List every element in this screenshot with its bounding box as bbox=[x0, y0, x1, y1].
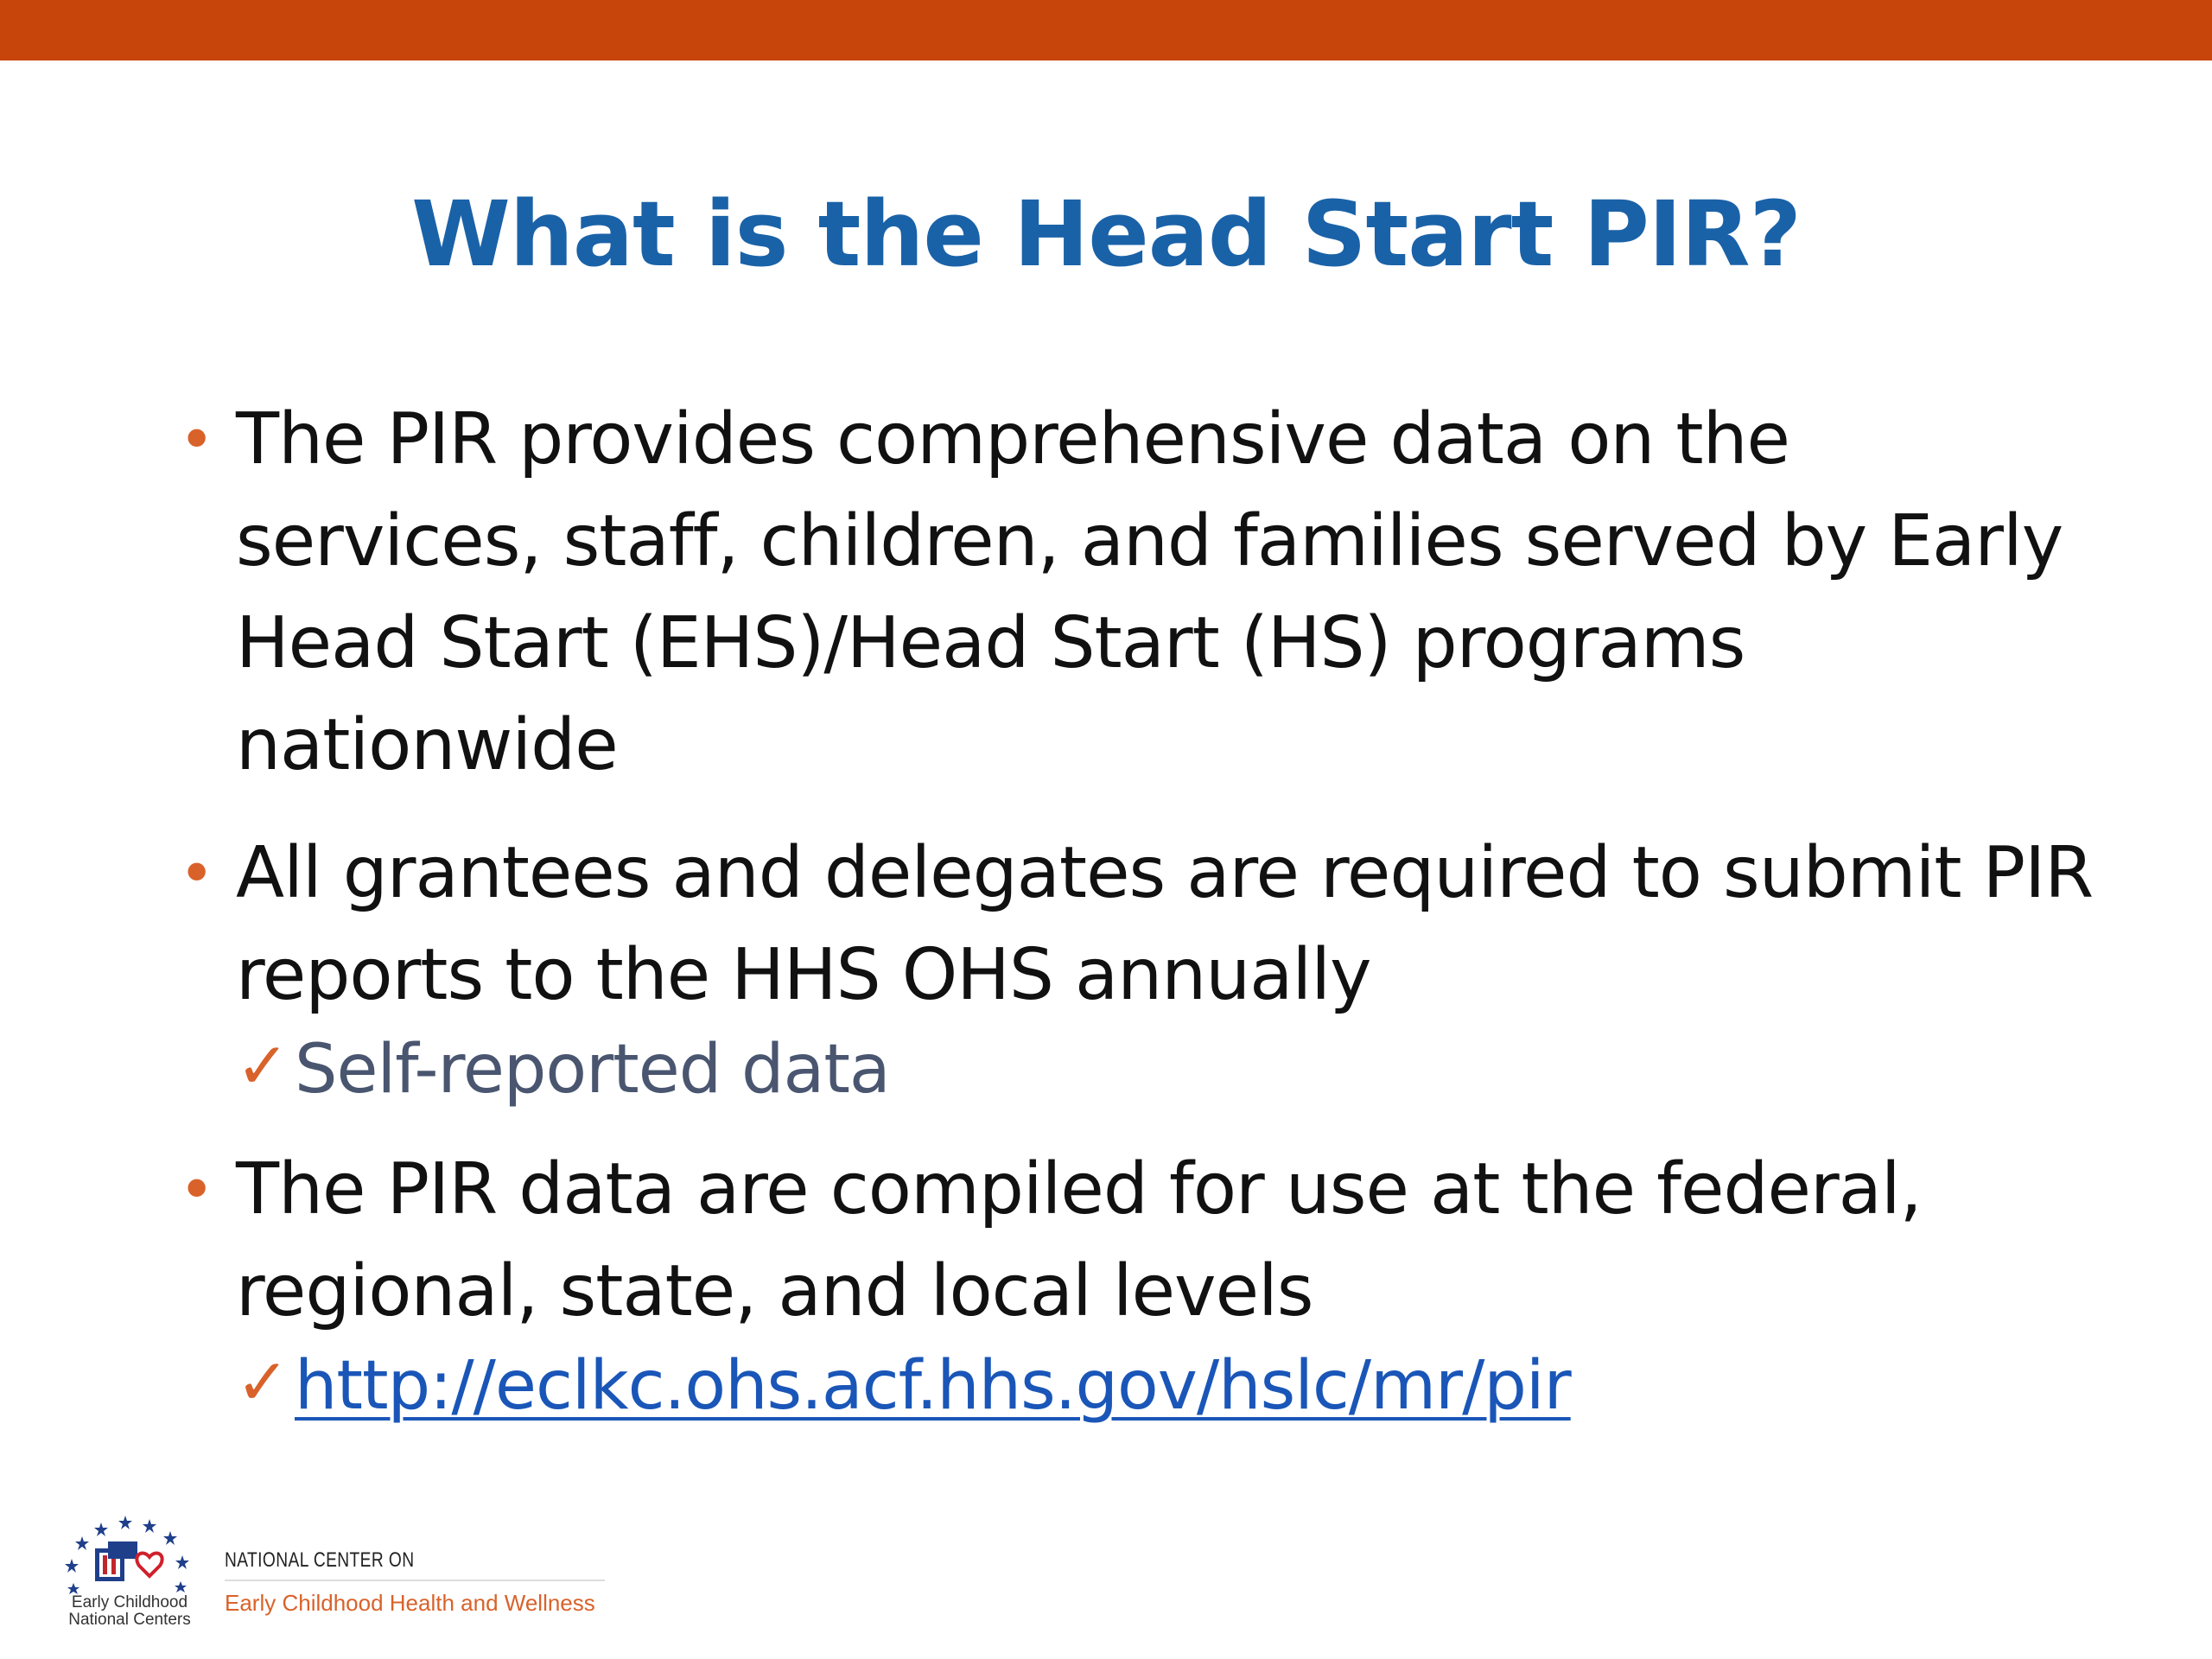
bullet-item bbox=[168, 389, 2113, 797]
bullet-dot-icon: • bbox=[179, 404, 214, 475]
early-childhood-emblem-icon bbox=[48, 1503, 212, 1599]
bullet-text: All grantees and delegates are required to submit PIR reports to the HHS OHS annually bbox=[236, 832, 2094, 1016]
logo-caption bbox=[48, 1594, 212, 1629]
checkmark-icon: ✓ bbox=[236, 1029, 289, 1103]
bullet-text: The PIR provides comprehensive data on the services, staff, children, and families served by Early Head Start (EHS)/Head Start (HS) programs nationwide bbox=[236, 398, 2063, 786]
sub-item bbox=[236, 1343, 2113, 1429]
logo-caption-line1: Early Childhood bbox=[71, 1593, 188, 1611]
bullet-list bbox=[168, 389, 2113, 1429]
org-divider bbox=[225, 1580, 605, 1581]
bullet-item bbox=[168, 1139, 2113, 1429]
bullet-dot-icon: • bbox=[179, 838, 214, 909]
checkmark-icon: ✓ bbox=[236, 1345, 289, 1420]
bullet-dot-icon: • bbox=[179, 1154, 214, 1225]
sub-item-text: Self-reported data bbox=[295, 1031, 890, 1109]
bullet-item bbox=[168, 823, 2113, 1113]
org-name-line2: Early Childhood Health and Wellness bbox=[225, 1590, 595, 1616]
footer-logo bbox=[48, 1503, 601, 1642]
slide-title: What is the Head Start PIR? bbox=[411, 181, 1801, 287]
bullet-text: The PIR data are compiled for use at the federal, regional, state, and local levels bbox=[236, 1148, 1922, 1332]
top-accent-bar bbox=[0, 0, 2212, 60]
pir-link[interactable]: http://eclkc.ohs.acf.hhs.gov/hslc/mr/pir bbox=[295, 1347, 1571, 1425]
org-name-line1: NATIONAL CENTER ON bbox=[225, 1548, 415, 1572]
logo-caption-line2: National Centers bbox=[68, 1611, 191, 1629]
sub-item bbox=[236, 1027, 2113, 1113]
